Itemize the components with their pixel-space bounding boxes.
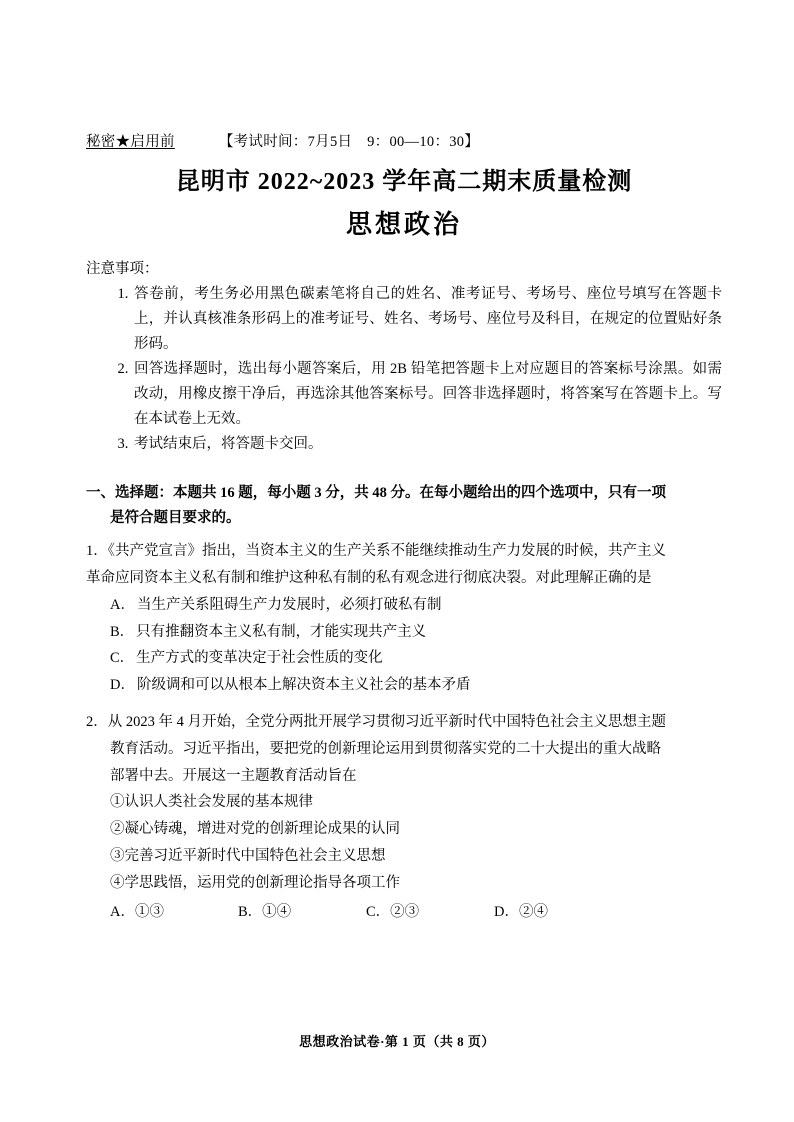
option-text: 只有推翻资本主义私有制，才能实现共产主义 [136,623,427,640]
question-1-option-b[interactable] [86,619,722,646]
option-text: 生产方式的变革决定于社会性质的变化 [136,650,383,667]
section-label: 一、选择题： [86,484,173,501]
question-1-option-d[interactable] [86,672,722,699]
subject-title: 思想政治 [345,210,462,239]
option-text: 当生产关系阻碍生产力发展时，必须打破私有制 [136,596,442,613]
section-text-continued: 是符合题目要求的。 [110,510,241,527]
option-letter: C． [110,650,135,667]
notice-list [86,282,722,457]
question-2-sub-item-3: ③完善习近平新时代中国特色社会主义思想 [110,848,386,865]
option-letter: A． [110,596,135,613]
question-1-stem [86,538,722,592]
question-2-stem-line2: 教育活动。习近平指出，要把党的创新理论运用到贯彻落实党的二十大提出的重大战略 [110,740,661,757]
question-1-stem-line1: 《共产党宣言》指出，当资本主义的生产关系不能继续推动生产力发展的时候，共产主义 [107,543,666,560]
question-2-number: 2． [86,714,108,731]
list-item: 2. 回答选择题时，选出每小题答案后，用 2B 铅笔把答题卡上对应题目的答案标号涂黑。如需改动，用橡皮擦干净后，再选涂其他答案标号。回答非选择题时，将答案写在答题卡上。写在本试卷上无效。 [132,357,722,432]
section-heading [86,481,722,533]
list-item: 1. 答卷前，考生务必用黑色碳素笔将自己的姓名、准考证号、考场号、座位号填写在答题卡上，并认真核准条形码上的准考证号、姓名、考场号、座位号及科目，在规定的位置贴好条形码。 [132,282,722,357]
question-2-option-c[interactable]: C．②③ [366,903,420,920]
question-1 [86,538,722,699]
question-2-stem-line3: 部署中去。开展这一主题教育活动旨在 [110,767,357,784]
question-2-options [86,899,722,927]
exam-time-label: 【考试时间：7月5日 9：00—10：30】 [218,134,480,150]
question-2-option-d[interactable]: D．②④ [494,903,548,920]
question-1-option-c[interactable] [86,645,722,672]
question-2 [86,709,722,926]
question-2-sub-item-4: ④学思践悟，运用党的创新理论指导各项工作 [110,874,400,891]
document-header [86,130,722,151]
option-letter: B． [110,623,135,640]
question-2-option-a[interactable]: A．①③ [110,903,164,920]
option-letter: D． [110,677,135,694]
question-1-option-a[interactable] [86,592,722,619]
question-1-number: 1． [86,543,108,560]
page-title: 昆明市 2022~2023 学年高二期末质量检测 [175,169,633,195]
question-2-sub-item-2: ②凝心铸魂，增进对党的创新理论成果的认同 [110,821,400,838]
page-footer: 思想政治试卷·第 1 页（共 8 页） [299,1034,495,1049]
question-2-option-b[interactable]: B．①④ [238,903,292,920]
question-2-sub-item-1: ①认识人类社会发展的基本规律 [110,794,313,811]
question-2-stem [86,709,722,789]
option-text: 阶级调和可以从根本上解决资本主义社会的基本矛盾 [136,677,471,694]
notice-title: 注意事项： [86,261,159,277]
list-item: 3. 考试结束后，将答题卡交回。 [132,432,722,457]
secret-label: 秘密★启用前 [86,134,175,150]
question-2-stem-line1: 从 2023 年 4 月开始，全党分两批开展学习贯彻习近平新时代中国特色社会主义思想主题 [107,714,666,731]
section-text: 本题共 16 题，每小题 3 分，共 48 分。在每小题给出的四个选项中，只有一项 [173,484,666,501]
question-1-stem-line2: 革命应同资本主义私有制和维护这种私有制的私有观念进行彻底决裂。对此理解正确的是 [86,569,652,586]
